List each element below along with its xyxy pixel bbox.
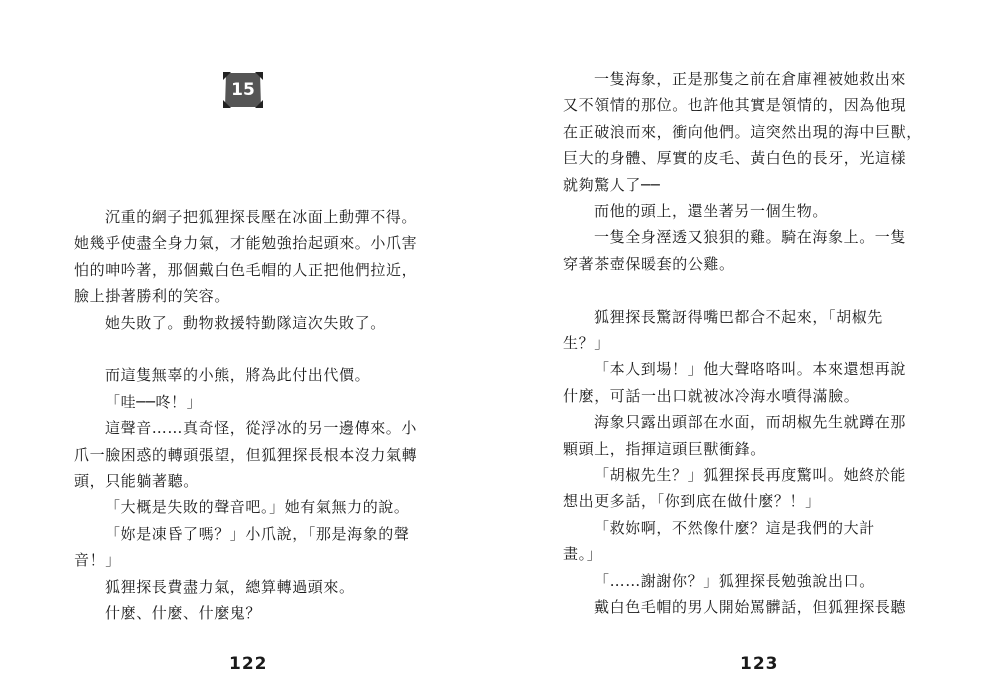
paragraph <box>563 515 941 568</box>
text-line: 臉上掛著勝利的笑容。 <box>74 287 231 306</box>
text-line: 「哇──咚！」 <box>105 392 203 411</box>
chapter-number: 15 <box>231 80 255 100</box>
text-line: 音！」 <box>74 551 121 570</box>
left-page-text <box>74 204 424 626</box>
text-line: 顆頭上，指揮這頭巨獸衝鋒。 <box>563 439 766 458</box>
text-line: 想出更多話，「你到底在做什麼？！」 <box>563 492 821 511</box>
text-line: 她失敗了。動物救援特勤隊這次失敗了。 <box>105 313 386 332</box>
paragraph <box>74 204 424 310</box>
text-line: 狐狸探長費盡力氣，總算轉過頭來。 <box>105 577 355 596</box>
paragraph <box>74 600 424 626</box>
page-number-right: 123 <box>740 654 779 674</box>
text-line: 什麼，可話一出口就被冰冷海水噴得滿臉。 <box>563 386 860 405</box>
right-page-text <box>563 66 941 621</box>
text-line: 戴白色毛帽的男人開始罵髒話，但狐狸探長聽 <box>594 598 907 617</box>
paragraph <box>563 568 941 594</box>
text-line: 怕的呻吟著，那個戴白色毛帽的人正把他們拉近， <box>74 260 418 279</box>
paragraph <box>563 304 941 357</box>
paragraph <box>74 494 424 520</box>
text-line: 她幾乎使盡全身力氣，才能勉強抬起頭來。小爪害 <box>74 234 418 253</box>
text-line: 一隻海象，正是那隻之前在倉庫裡被她救出來 <box>594 70 907 88</box>
text-line: 沉重的網子把狐狸探長壓在冰面上動彈不得。 <box>105 208 418 226</box>
text-line: 巨大的身體、厚實的皮毛、黃白色的長牙，光這樣 <box>563 149 907 168</box>
text-line: 「本人到場！」他大聲咯咯叫。本來還想再說 <box>594 360 907 379</box>
paragraph <box>74 521 424 574</box>
paragraph <box>74 310 424 336</box>
text-line: 什麼、什麼、什麼鬼？ <box>105 604 262 623</box>
text-line: 畫。」 <box>563 545 603 564</box>
paragraph-break <box>74 336 424 362</box>
text-line: 一隻全身溼透又狼狽的雞。騎在海象上。一隻 <box>594 228 907 247</box>
paragraph <box>563 198 941 224</box>
chapter-badge <box>223 72 263 108</box>
paragraph <box>74 415 424 494</box>
text-line: 在正破浪而來，衝向他們。這突然出現的海中巨獸， <box>563 122 922 141</box>
paragraph <box>74 389 424 415</box>
text-line: 「胡椒先生？」狐狸探長再度驚叫。她終於能 <box>594 466 907 485</box>
paragraph <box>563 224 941 277</box>
text-line: 就夠驚人了── <box>563 175 661 194</box>
paragraph <box>74 574 424 600</box>
paragraph <box>563 409 941 462</box>
paragraph <box>74 362 424 388</box>
text-line: 而他的頭上，還坐著另一個生物。 <box>594 202 829 221</box>
right-page <box>500 0 1000 700</box>
text-line: 「大概是失敗的聲音吧。」她有氣無力的說。 <box>105 498 410 517</box>
text-line: 穿著茶壺保暖套的公雞。 <box>563 254 735 273</box>
paragraph <box>563 356 941 409</box>
paragraph <box>563 594 941 620</box>
text-line: 海象只露出頭部在水面，而胡椒先生就蹲在那 <box>594 413 907 432</box>
text-line: 頭，只能躺著聽。 <box>74 472 199 491</box>
text-line: 又不領情的那位。也許他其實是領情的，因為他現 <box>563 96 907 115</box>
text-line: 爪一臉困惑的轉頭張望，但狐狸探長根本沒力氣轉 <box>74 445 418 464</box>
page-number-left: 122 <box>229 654 268 674</box>
paragraph <box>563 462 941 515</box>
text-line: 狐狸探長驚訝得嘴巴都合不起來，「胡椒先 <box>594 307 883 326</box>
paragraph-break <box>563 277 941 303</box>
text-line: 而這隻無辜的小熊，將為此付出代價。 <box>105 366 371 385</box>
text-line: 這聲音……真奇怪，從浮冰的另一邊傳來。小 <box>105 419 418 438</box>
paragraph <box>563 66 941 198</box>
text-line: 「妳是凍昏了嗎？」小爪說，「那是海象的聲 <box>105 524 410 543</box>
text-line: 「……謝謝你？」狐狸探長勉強說出口。 <box>594 571 875 590</box>
text-line: 「救妳啊，不然像什麼？這是我們的大計 <box>594 518 875 537</box>
text-line: 生？」 <box>563 334 610 353</box>
